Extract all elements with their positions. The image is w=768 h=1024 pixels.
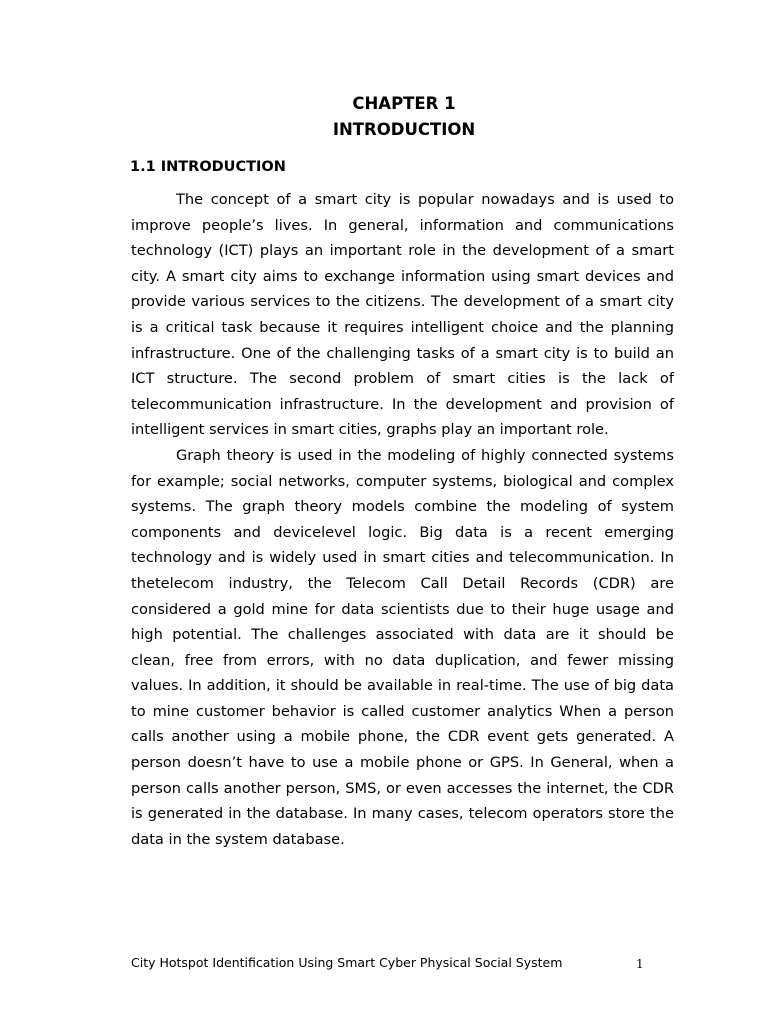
chapter-title: INTRODUCTION (332, 120, 476, 139)
page-number: 1 (636, 957, 644, 971)
paragraph: The concept of a smart city is popular nowadays and is used to improve people’s lives. In general, information and communications technology (ICT) plays an important role in the development of a smart city. A smart city aims to exchange information using smart devices and provide various services to the citizens. The development of a smart city is a critical task because it requires intelligent choice and the planning infrastructure. One of the challenging tasks of a smart city is to build an ICT structure. The second problem of smart cities is the lack of telecommunication infrastructure. In the development and provision of intelligent services in smart cities, graphs play an important role. (131, 191, 674, 439)
chapter-heading (0, 91, 768, 143)
section-heading: 1.1 INTRODUCTION (130, 159, 286, 175)
footer-title: City Hotspot Identification Using Smart Cyber Physical Social System (131, 955, 563, 970)
body-text (131, 187, 674, 852)
chapter-number: CHAPTER 1 (352, 94, 456, 113)
paragraph: Graph theory is used in the modeling of highly connected systems for example; social networks, computer systems, biological and complex systems. The graph theory models combine the modeling of system components and devicelevel logic. Big data is a recent emerging technology and is widely used in smart cities and telecommunication. In thetelecom industry, the Telecom Call Detail Records (CDR) are considered a gold mine for data scientists due to their huge usage and high potential. The challenges associated with data are it should be clean, free from errors, with no data duplication, and fewer missing values. In addition, it should be available in real-time. The use of big data to mine customer behavior is called customer analytics When a person calls another using a mobile phone, the CDR event gets generated. A person doesn’t have to use a mobile phone or GPS. In General, when a person calls another person, SMS, or even accesses the internet, the CDR is generated in the database. In many cases, telecom operators store the data in the system database. (131, 446, 674, 848)
